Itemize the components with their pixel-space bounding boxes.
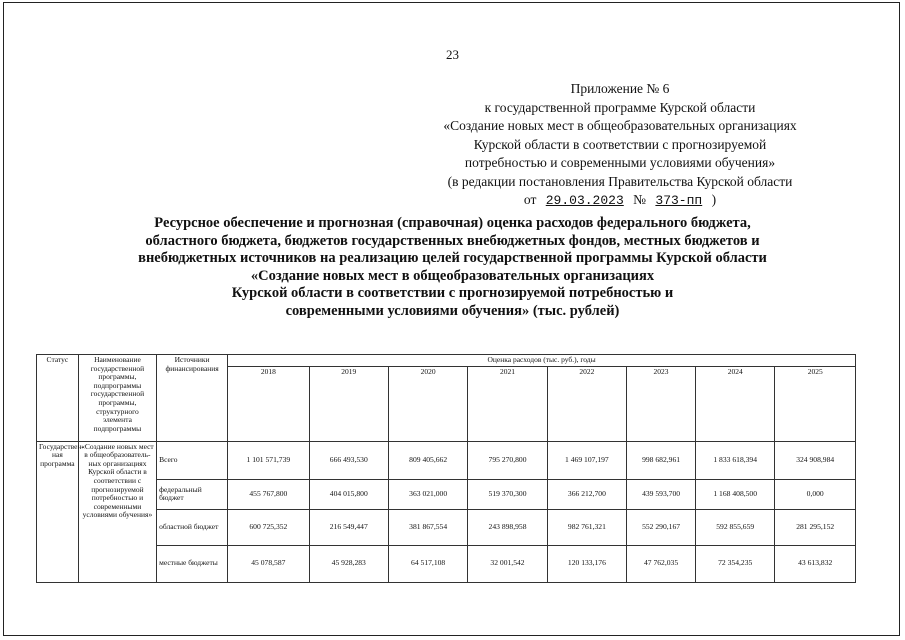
value-cell: 47 762,035 — [627, 545, 696, 582]
value-cell: 1 833 618,394 — [696, 441, 775, 479]
date-prefix: от — [523, 192, 537, 207]
value-cell: 455 767,800 — [228, 479, 309, 509]
table-row — [37, 545, 856, 582]
appendix-line: «Создание новых мест в общеобразовательных организациях — [443, 118, 797, 133]
value-cell: 439 593,700 — [627, 479, 696, 509]
header-year: 2021 — [468, 366, 547, 441]
value-cell: 1 168 408,500 — [696, 479, 775, 509]
header-year: 2023 — [627, 366, 696, 441]
appendix-header — [400, 80, 840, 211]
value-cell: 281 295,152 — [775, 509, 856, 545]
value-cell: 795 270,800 — [468, 441, 547, 479]
header-year: 2019 — [309, 366, 388, 441]
title-line: Ресурсное обеспечение и прогнозная (справочная) оценка расходов федерального бюджета, — [154, 215, 751, 231]
header-year: 2025 — [775, 366, 856, 441]
appendix-line: потребностью и современными условиями обучения» — [464, 155, 776, 170]
table-row — [37, 509, 856, 545]
value-cell: 32 001,542 — [468, 545, 547, 582]
title-line: областного бюджета, бюджетов государственных внебюджетных фондов, местных бюджетов и — [145, 232, 760, 249]
appendix-line: Курской области в соответствии с прогнозируемой — [473, 136, 767, 152]
value-cell: 363 021,000 — [388, 479, 467, 509]
value-cell: 324 908,984 — [775, 441, 856, 479]
title-line: Курской области в соответствии с прогнозируемой потребностью и — [231, 285, 674, 301]
header-year: 2022 — [547, 366, 626, 441]
appendix-line: (в редакции постановления Правительства Курской области — [447, 173, 793, 189]
value-cell: 809 405,662 — [388, 441, 467, 479]
header-status: Статус — [37, 355, 79, 442]
value-cell: 404 015,800 — [309, 479, 388, 509]
title-line: современными условиями обучения» (тыс. рублей) — [285, 302, 620, 319]
value-cell: 366 212,700 — [547, 479, 626, 509]
source-cell: федеральный бюджет — [157, 479, 228, 509]
appendix-line: к государственной программе Курской области — [484, 99, 756, 115]
source-cell: областной бюджет — [157, 509, 228, 545]
resolution-date-line — [400, 191, 840, 211]
page-number: 23 — [446, 47, 459, 62]
header-year: 2018 — [228, 366, 309, 441]
header-year: 2020 — [388, 366, 467, 441]
table-row — [37, 441, 856, 479]
header-estimate: Оценка расходов (тыс. руб.), годы — [228, 355, 856, 367]
value-cell: 552 290,167 — [627, 509, 696, 545]
value-cell: 216 549,447 — [309, 509, 388, 545]
value-cell: 982 761,321 — [547, 509, 626, 545]
value-cell: 519 370,300 — [468, 479, 547, 509]
appendix-line: Приложение № 6 — [570, 81, 670, 96]
value-cell: 0,000 — [775, 479, 856, 509]
value-cell: 600 725,352 — [228, 509, 309, 545]
header-source: Источники финансирования — [157, 355, 228, 442]
closing-paren: ) — [711, 192, 717, 207]
value-cell: 43 613,832 — [775, 545, 856, 582]
value-cell: 243 898,958 — [468, 509, 547, 545]
resolution-date: 29.03.2023 — [545, 193, 624, 208]
title-line: внебюджетных источников на реализацию целей государственной программы Курской области — [138, 250, 767, 266]
value-cell: 998 682,961 — [627, 441, 696, 479]
value-cell: 1 469 107,197 — [547, 441, 626, 479]
value-cell: 1 101 571,739 — [228, 441, 309, 479]
table-row — [37, 479, 856, 509]
header-year: 2024 — [696, 366, 775, 441]
source-cell: местные бюджеты — [157, 545, 228, 582]
value-cell: 592 855,659 — [696, 509, 775, 545]
value-cell: 120 133,176 — [547, 545, 626, 582]
value-cell: 381 867,554 — [388, 509, 467, 545]
title-line: «Создание новых мест в общеобразовательных организациях — [250, 267, 655, 284]
source-cell: Всего — [157, 441, 228, 479]
value-cell: 72 354,235 — [696, 545, 775, 582]
document-title — [80, 215, 825, 320]
resolution-number: 373-пп — [655, 193, 703, 208]
status-cell: Государствен-ная программа — [37, 441, 79, 582]
number-prefix: № — [633, 192, 647, 207]
program-name-cell: «Создание новых мест в общеобразователь-ных организациях Курской области в соответствии с прогнозируемой потребностью и современными условиями обучения» — [78, 441, 156, 582]
value-cell: 45 078,587 — [228, 545, 309, 582]
expenses-table — [36, 354, 856, 583]
value-cell: 666 493,530 — [309, 441, 388, 479]
value-cell: 64 517,108 — [388, 545, 467, 582]
value-cell: 45 928,283 — [309, 545, 388, 582]
header-name: Наименование государственной программы, подпрограммы государственной программы, структурного элемента подпрограммы — [78, 355, 156, 442]
